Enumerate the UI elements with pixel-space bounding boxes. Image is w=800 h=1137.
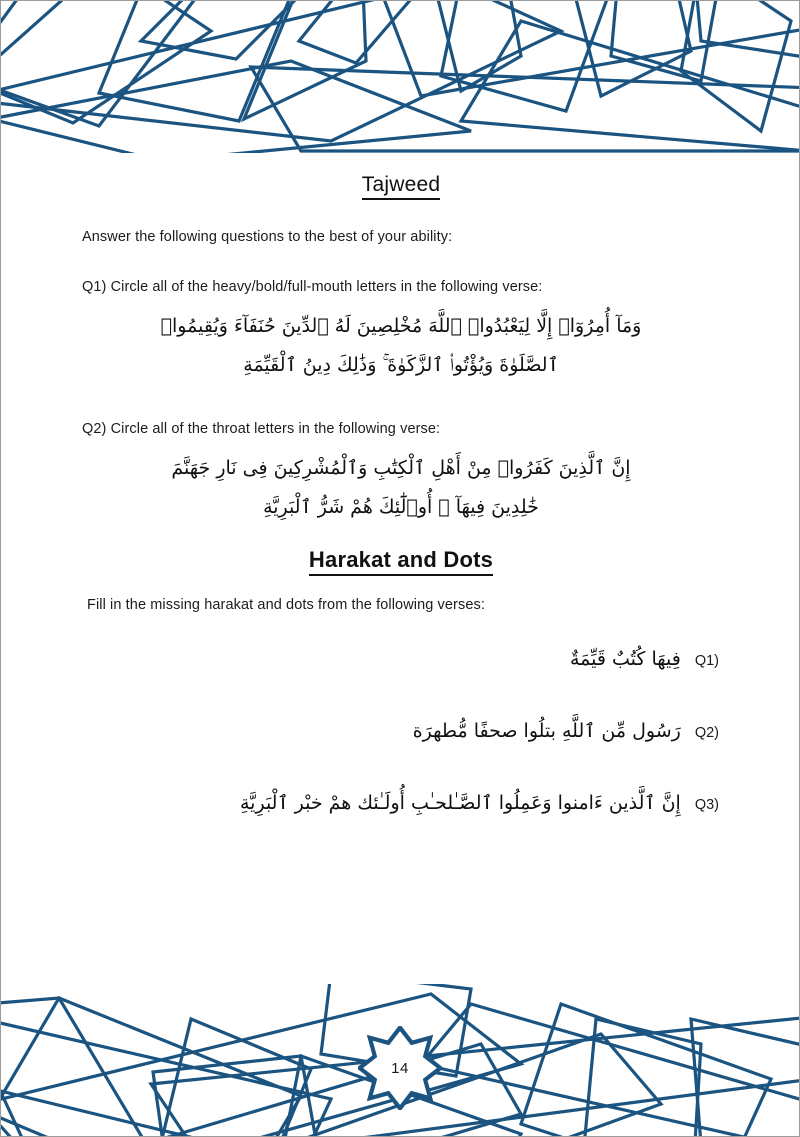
page-number: 14 — [391, 1059, 409, 1077]
harakat-instructions: Fill in the missing harakat and dots from the following verses: — [87, 596, 485, 613]
question-2-verse-line-2: خَٰلِدِينَ فِيهَآ ۚ أُو۟لَٰٓئِكَ هُمْ شَرُّ ٱلْبَرِيَّةِ — [263, 495, 539, 518]
question-1-verse — [121, 307, 681, 385]
list-item — [71, 713, 731, 749]
worksheet-content — [1, 153, 800, 986]
page-title-harakat-text: Harakat and Dots — [309, 547, 493, 576]
question-2-verse-line-1: إِنَّ ٱلَّذِينَ كَفَرُوا۟ مِنْ أَهْلِ ٱلْكِتَٰبِ وَٱلْمُشْرِكِينَ فِى نَارِ جَهَنَّمَ — [171, 456, 631, 479]
geometric-line-pattern-top — [1, 1, 800, 153]
question-2-verse — [121, 449, 681, 527]
question-1-verse-line-1: وَمَآ أُمِرُوٓا۟ إِلَّا لِيَعْبُدُوا۟ ٱللَّهَ مُخْلِصِينَ لَهُ ٱلدِّينَ حُنَفَآءَ وَيُقِيمُوا۟ — [160, 315, 642, 337]
harakat-item-label-1: Q1) — [694, 652, 719, 669]
eight-point-star-page-badge — [358, 1026, 442, 1110]
harakat-question-list — [71, 641, 731, 821]
question-1-verse-line-2: ٱلصَّلَوٰةَ وَيُؤْتُوا۟ ٱلزَّكَوٰةَ ۚ وَذَٰلِكَ دِينُ ٱلْقَيِّمَةِ — [243, 353, 559, 376]
page-title-tajweed-text: Tajweed — [362, 173, 440, 200]
page-title-harakat — [71, 547, 731, 573]
harakat-item-arabic-2: رَسُول مِّن ٱللَّهِ بتلُوا صحفًا مُّطهرَة — [412, 719, 681, 742]
harakat-item-arabic-3: إِنَّ ٱلَّذين ءَامنوا وَعَمِلُوا ٱلصَّـٰلحـٰبِ أُولَـٰئك همْ خبْر ٱلْبَرِيَّةِ — [239, 791, 681, 814]
harakat-item-arabic-1: فِيهَا كُتُبٌ قَيِّمَةٌ — [569, 647, 681, 670]
harakat-item-label-2: Q2) — [694, 724, 719, 741]
question-1-prompt: Q1) Circle all of the heavy/bold/full-mouth letters in the following verse: — [82, 279, 543, 295]
harakat-item-label-3: Q3) — [694, 796, 719, 813]
list-item — [71, 785, 731, 821]
page-title-tajweed — [71, 173, 731, 197]
list-item — [71, 641, 731, 677]
question-2-prompt: Q2) Circle all of the throat letters in the following verse: — [82, 420, 441, 437]
tajweed-instructions: Answer the following questions to the best of your ability: — [82, 229, 453, 245]
